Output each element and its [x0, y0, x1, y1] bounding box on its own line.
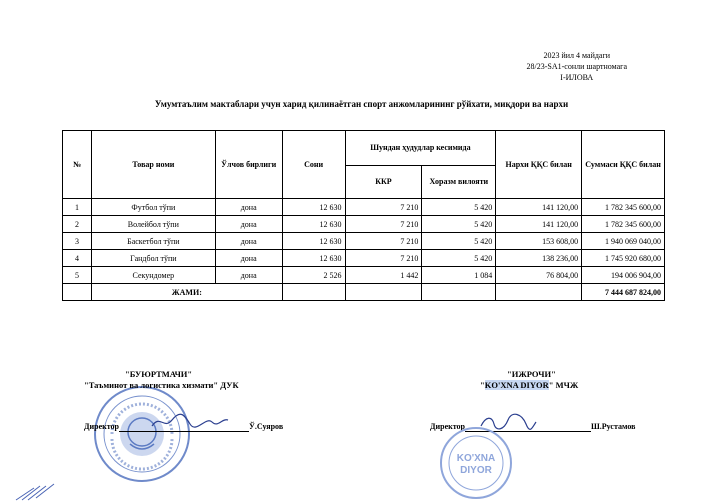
contractor-org: "KO'XNA DIYOR" МЧЖ	[480, 380, 579, 390]
table-row	[63, 267, 665, 284]
customer-sign-line	[84, 422, 283, 432]
table-row	[63, 199, 665, 216]
cell-kkr: 7 210	[345, 233, 422, 250]
header-qty: Сони	[282, 131, 345, 199]
cell-price: 138 236,00	[496, 250, 582, 267]
annex-contract: 28/23-SA1-сонли шартномага	[526, 62, 627, 71]
contractor-position: Директор	[430, 422, 465, 431]
header-price: Нархи ҚҚС билан	[496, 131, 582, 199]
cell-unit: дона	[215, 267, 282, 284]
annex-number: I-ИЛОВА	[560, 73, 594, 82]
pen-mark-icon	[14, 480, 74, 502]
cell-kkr: 7 210	[345, 216, 422, 233]
cell-sum: 1 745 920 680,00	[582, 250, 665, 267]
contractor-name: Ш.Рустамов	[591, 422, 636, 431]
cell-price: 153 608,00	[496, 233, 582, 250]
cell-khorazm: 5 420	[422, 216, 496, 233]
table-row	[63, 216, 665, 233]
total-label: ЖАМИ:	[91, 284, 282, 301]
cell-sum: 194 006 904,00	[582, 267, 665, 284]
stamp-line2: DIYOR	[460, 465, 492, 476]
cell-name: Волейбол тўпи	[91, 216, 215, 233]
header-kkr: ККР	[345, 166, 422, 199]
table-row	[63, 233, 665, 250]
customer-position: Директор	[84, 422, 119, 431]
cell-khorazm: 5 420	[422, 233, 496, 250]
cell-num: 2	[63, 216, 92, 233]
header-name: Товар номи	[91, 131, 215, 199]
contractor-role: "ИЖРОЧИ"	[507, 369, 556, 379]
annex-date: 2023 йил 4 майдаги	[543, 51, 611, 60]
header-regions: Шундан ҳудудлар кесимида	[345, 131, 496, 166]
contractor-org-name: KO'XNA DIYOR	[484, 380, 549, 390]
cell-khorazm: 5 420	[422, 199, 496, 216]
customer-role: "БУЮРТМАЧИ"	[125, 369, 193, 379]
total-value: 7 444 687 824,00	[582, 284, 665, 301]
cell-name: Футбол тўпи	[91, 199, 215, 216]
customer-name: Ў.Суяров	[249, 422, 284, 431]
cell-num: 5	[63, 267, 92, 284]
cell-name: Секундомер	[91, 267, 215, 284]
header-sum: Суммаси ҚҚС билан	[582, 131, 665, 199]
cell-khorazm: 1 084	[422, 267, 496, 284]
cell-khorazm: 5 420	[422, 250, 496, 267]
cell-kkr: 1 442	[345, 267, 422, 284]
header-khorazm: Хоразм вилояти	[422, 166, 496, 199]
document-title: Умумтаълим мактаблари учун харид қилинаётган спорт анжомларининг рўйхати, миқдори ва нархи	[154, 99, 569, 109]
cell-name: Гандбол тўпи	[91, 250, 215, 267]
cell-price: 141 120,00	[496, 216, 582, 233]
cell-qty: 12 630	[282, 216, 345, 233]
cell-sum: 1 940 069 040,00	[582, 233, 665, 250]
total-row	[63, 284, 665, 301]
items-table	[62, 130, 665, 301]
cell-qty: 12 630	[282, 199, 345, 216]
cell-qty: 2 526	[282, 267, 345, 284]
cell-num: 4	[63, 250, 92, 267]
cell-price: 76 804,00	[496, 267, 582, 284]
customer-org: "Таъминот ва логистика хизмати" ДУК	[84, 380, 239, 390]
cell-sum: 1 782 345 600,00	[582, 216, 665, 233]
cell-price: 141 120,00	[496, 199, 582, 216]
cell-unit: дона	[215, 233, 282, 250]
cell-unit: дона	[215, 216, 282, 233]
cell-unit: дона	[215, 199, 282, 216]
cell-kkr: 7 210	[345, 250, 422, 267]
cell-name: Баскетбол тўпи	[91, 233, 215, 250]
cell-kkr: 7 210	[345, 199, 422, 216]
table-row	[63, 250, 665, 267]
cell-sum: 1 782 345 600,00	[582, 199, 665, 216]
cell-num: 1	[63, 199, 92, 216]
cell-qty: 12 630	[282, 250, 345, 267]
cell-num: 3	[63, 233, 92, 250]
cell-qty: 12 630	[282, 233, 345, 250]
cell-unit: дона	[215, 250, 282, 267]
header-num: №	[63, 131, 92, 199]
stamp-line1: KO'XNA	[456, 453, 496, 464]
customer-stamp-icon	[92, 384, 192, 484]
header-unit: Ўлчов бирлиги	[215, 131, 282, 199]
annex-header	[526, 50, 627, 83]
contractor-stamp-icon	[438, 425, 514, 501]
